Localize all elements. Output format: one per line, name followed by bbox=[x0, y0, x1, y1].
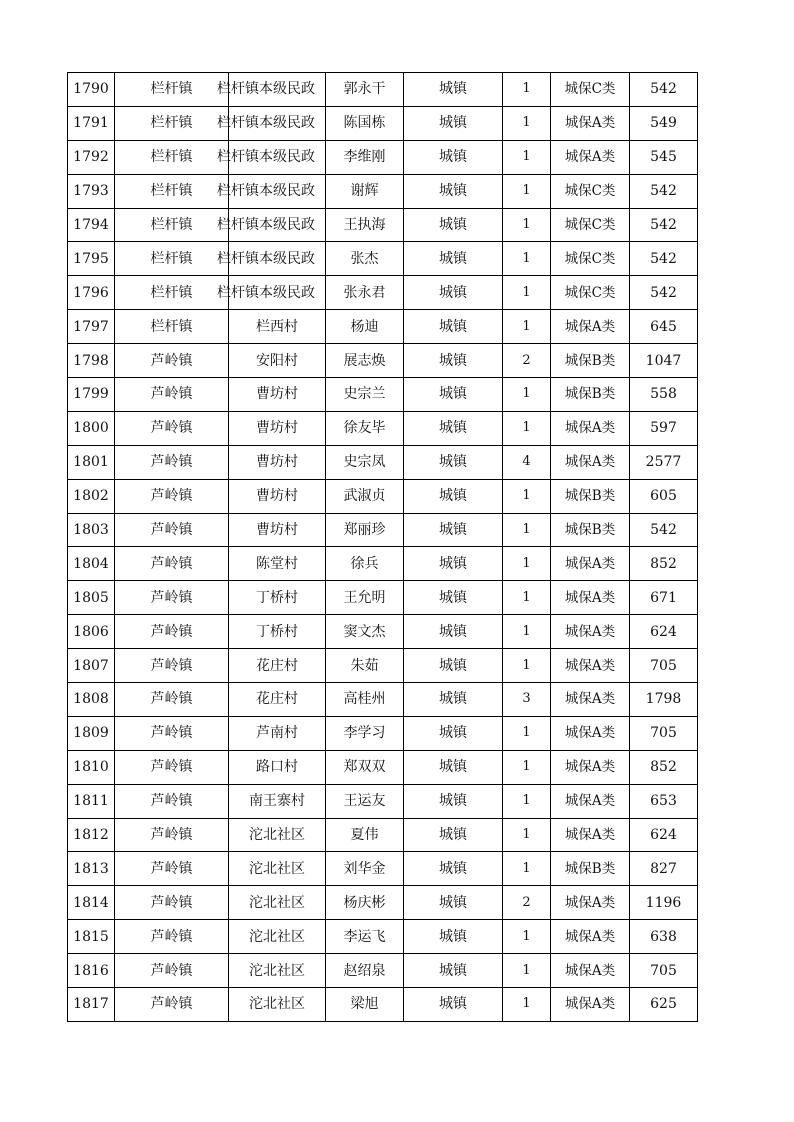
insurance-category-cell: 城保A类 bbox=[551, 954, 630, 988]
area-type-cell: 城镇 bbox=[404, 886, 503, 920]
table-row bbox=[68, 784, 698, 818]
household-count-cell: 2 bbox=[503, 886, 551, 920]
name-cell: 王运友 bbox=[326, 784, 404, 818]
amount-cell: 624 bbox=[630, 615, 698, 649]
area-type-cell: 城镇 bbox=[404, 106, 503, 140]
area-type-cell: 城镇 bbox=[404, 988, 503, 1022]
name-cell: 展志焕 bbox=[326, 344, 404, 378]
serial-number-cell: 1805 bbox=[68, 581, 115, 615]
serial-number-cell: 1809 bbox=[68, 716, 115, 750]
amount-cell: 625 bbox=[630, 988, 698, 1022]
table-row bbox=[68, 344, 698, 378]
town-cell: 芦岭镇 bbox=[115, 920, 229, 954]
insurance-category-cell: 城保B类 bbox=[551, 513, 630, 547]
name-cell: 李运飞 bbox=[326, 920, 404, 954]
town-cell: 栏杆镇 bbox=[115, 242, 229, 276]
town-cell: 芦岭镇 bbox=[115, 581, 229, 615]
household-count-cell: 1 bbox=[503, 208, 551, 242]
insurance-category-cell: 城保A类 bbox=[551, 445, 630, 479]
serial-number-cell: 1807 bbox=[68, 649, 115, 683]
village-cell: 曹坊村 bbox=[229, 479, 326, 513]
amount-cell: 558 bbox=[630, 378, 698, 412]
village-cell: 曹坊村 bbox=[229, 445, 326, 479]
insurance-category-cell: 城保A类 bbox=[551, 106, 630, 140]
village-cell: 栏杆镇本级民政 bbox=[229, 174, 326, 208]
serial-number-cell: 1813 bbox=[68, 852, 115, 886]
village-cell: 栏杆镇本级民政 bbox=[229, 73, 326, 107]
table-row bbox=[68, 378, 698, 412]
amount-cell: 2577 bbox=[630, 445, 698, 479]
village-cell: 安阳村 bbox=[229, 344, 326, 378]
household-count-cell: 1 bbox=[503, 140, 551, 174]
serial-number-cell: 1803 bbox=[68, 513, 115, 547]
insurance-category-cell: 城保A类 bbox=[551, 683, 630, 717]
village-cell: 沱北社区 bbox=[229, 852, 326, 886]
name-cell: 武淑贞 bbox=[326, 479, 404, 513]
household-count-cell: 1 bbox=[503, 920, 551, 954]
name-cell: 陈国栋 bbox=[326, 106, 404, 140]
amount-cell: 827 bbox=[630, 852, 698, 886]
amount-cell: 852 bbox=[630, 750, 698, 784]
amount-cell: 624 bbox=[630, 818, 698, 852]
household-count-cell: 1 bbox=[503, 615, 551, 649]
table-row bbox=[68, 208, 698, 242]
household-count-cell: 3 bbox=[503, 683, 551, 717]
village-cell: 曹坊村 bbox=[229, 378, 326, 412]
household-count-cell: 1 bbox=[503, 818, 551, 852]
village-cell: 沱北社区 bbox=[229, 818, 326, 852]
insurance-category-cell: 城保B类 bbox=[551, 378, 630, 412]
amount-cell: 597 bbox=[630, 411, 698, 445]
table-row bbox=[68, 954, 698, 988]
name-cell: 徐兵 bbox=[326, 547, 404, 581]
town-cell: 栏杆镇 bbox=[115, 310, 229, 344]
area-type-cell: 城镇 bbox=[404, 852, 503, 886]
insurance-category-cell: 城保B类 bbox=[551, 852, 630, 886]
area-type-cell: 城镇 bbox=[404, 73, 503, 107]
town-cell: 芦岭镇 bbox=[115, 479, 229, 513]
amount-cell: 705 bbox=[630, 954, 698, 988]
village-cell: 栏杆镇本级民政 bbox=[229, 242, 326, 276]
insurance-category-cell: 城保A类 bbox=[551, 649, 630, 683]
table-row bbox=[68, 716, 698, 750]
insurance-category-cell: 城保A类 bbox=[551, 886, 630, 920]
serial-number-cell: 1799 bbox=[68, 378, 115, 412]
amount-cell: 545 bbox=[630, 140, 698, 174]
amount-cell: 852 bbox=[630, 547, 698, 581]
table-row bbox=[68, 581, 698, 615]
area-type-cell: 城镇 bbox=[404, 683, 503, 717]
serial-number-cell: 1815 bbox=[68, 920, 115, 954]
household-count-cell: 1 bbox=[503, 479, 551, 513]
village-cell: 沱北社区 bbox=[229, 920, 326, 954]
insurance-category-cell: 城保C类 bbox=[551, 73, 630, 107]
household-count-cell: 1 bbox=[503, 988, 551, 1022]
household-count-cell: 1 bbox=[503, 784, 551, 818]
insurance-category-cell: 城保A类 bbox=[551, 988, 630, 1022]
area-type-cell: 城镇 bbox=[404, 140, 503, 174]
area-type-cell: 城镇 bbox=[404, 445, 503, 479]
household-count-cell: 1 bbox=[503, 310, 551, 344]
table-row bbox=[68, 649, 698, 683]
area-type-cell: 城镇 bbox=[404, 378, 503, 412]
amount-cell: 653 bbox=[630, 784, 698, 818]
insurance-category-cell: 城保A类 bbox=[551, 818, 630, 852]
table-row bbox=[68, 411, 698, 445]
serial-number-cell: 1797 bbox=[68, 310, 115, 344]
name-cell: 李维刚 bbox=[326, 140, 404, 174]
serial-number-cell: 1812 bbox=[68, 818, 115, 852]
insurance-category-cell: 城保C类 bbox=[551, 276, 630, 310]
table-row bbox=[68, 73, 698, 107]
name-cell: 杨庆彬 bbox=[326, 886, 404, 920]
name-cell: 郑丽珍 bbox=[326, 513, 404, 547]
household-count-cell: 1 bbox=[503, 954, 551, 988]
area-type-cell: 城镇 bbox=[404, 615, 503, 649]
household-count-cell: 4 bbox=[503, 445, 551, 479]
area-type-cell: 城镇 bbox=[404, 411, 503, 445]
insurance-category-cell: 城保A类 bbox=[551, 615, 630, 649]
amount-cell: 542 bbox=[630, 208, 698, 242]
table-row bbox=[68, 445, 698, 479]
table-row bbox=[68, 242, 698, 276]
household-count-cell: 1 bbox=[503, 852, 551, 886]
town-cell: 芦岭镇 bbox=[115, 683, 229, 717]
serial-number-cell: 1811 bbox=[68, 784, 115, 818]
insurance-category-cell: 城保A类 bbox=[551, 547, 630, 581]
name-cell: 夏伟 bbox=[326, 818, 404, 852]
village-cell: 栏杆镇本级民政 bbox=[229, 208, 326, 242]
town-cell: 芦岭镇 bbox=[115, 547, 229, 581]
town-cell: 芦岭镇 bbox=[115, 954, 229, 988]
amount-cell: 1196 bbox=[630, 886, 698, 920]
village-cell: 栏杆镇本级民政 bbox=[229, 140, 326, 174]
village-cell: 沱北社区 bbox=[229, 886, 326, 920]
town-cell: 栏杆镇 bbox=[115, 208, 229, 242]
amount-cell: 638 bbox=[630, 920, 698, 954]
village-cell: 沱北社区 bbox=[229, 954, 326, 988]
household-count-cell: 1 bbox=[503, 716, 551, 750]
amount-cell: 671 bbox=[630, 581, 698, 615]
name-cell: 刘华金 bbox=[326, 852, 404, 886]
village-cell: 曹坊村 bbox=[229, 513, 326, 547]
town-cell: 芦岭镇 bbox=[115, 886, 229, 920]
town-cell: 芦岭镇 bbox=[115, 344, 229, 378]
serial-number-cell: 1816 bbox=[68, 954, 115, 988]
area-type-cell: 城镇 bbox=[404, 920, 503, 954]
household-count-cell: 1 bbox=[503, 513, 551, 547]
amount-cell: 542 bbox=[630, 174, 698, 208]
serial-number-cell: 1806 bbox=[68, 615, 115, 649]
village-cell: 丁桥村 bbox=[229, 581, 326, 615]
table-row bbox=[68, 615, 698, 649]
village-cell: 栏杆镇本级民政 bbox=[229, 276, 326, 310]
insurance-category-cell: 城保A类 bbox=[551, 784, 630, 818]
table-row bbox=[68, 852, 698, 886]
serial-number-cell: 1800 bbox=[68, 411, 115, 445]
serial-number-cell: 1804 bbox=[68, 547, 115, 581]
town-cell: 芦岭镇 bbox=[115, 513, 229, 547]
table-row bbox=[68, 547, 698, 581]
name-cell: 史宗凤 bbox=[326, 445, 404, 479]
household-count-cell: 1 bbox=[503, 378, 551, 412]
amount-cell: 549 bbox=[630, 106, 698, 140]
town-cell: 栏杆镇 bbox=[115, 174, 229, 208]
village-cell: 栏西村 bbox=[229, 310, 326, 344]
area-type-cell: 城镇 bbox=[404, 242, 503, 276]
table-row bbox=[68, 479, 698, 513]
name-cell: 谢辉 bbox=[326, 174, 404, 208]
village-cell: 栏杆镇本级民政 bbox=[229, 106, 326, 140]
area-type-cell: 城镇 bbox=[404, 649, 503, 683]
roster-body bbox=[68, 73, 698, 1022]
serial-number-cell: 1794 bbox=[68, 208, 115, 242]
area-type-cell: 城镇 bbox=[404, 581, 503, 615]
table-row bbox=[68, 174, 698, 208]
town-cell: 芦岭镇 bbox=[115, 716, 229, 750]
serial-number-cell: 1798 bbox=[68, 344, 115, 378]
area-type-cell: 城镇 bbox=[404, 174, 503, 208]
area-type-cell: 城镇 bbox=[404, 547, 503, 581]
insurance-category-cell: 城保B类 bbox=[551, 344, 630, 378]
insurance-category-cell: 城保A类 bbox=[551, 920, 630, 954]
name-cell: 郑双双 bbox=[326, 750, 404, 784]
serial-number-cell: 1808 bbox=[68, 683, 115, 717]
area-type-cell: 城镇 bbox=[404, 479, 503, 513]
household-count-cell: 1 bbox=[503, 276, 551, 310]
town-cell: 芦岭镇 bbox=[115, 649, 229, 683]
serial-number-cell: 1793 bbox=[68, 174, 115, 208]
name-cell: 张杰 bbox=[326, 242, 404, 276]
table-row bbox=[68, 106, 698, 140]
insurance-category-cell: 城保A类 bbox=[551, 716, 630, 750]
amount-cell: 542 bbox=[630, 513, 698, 547]
amount-cell: 1047 bbox=[630, 344, 698, 378]
town-cell: 芦岭镇 bbox=[115, 852, 229, 886]
table-row bbox=[68, 140, 698, 174]
area-type-cell: 城镇 bbox=[404, 784, 503, 818]
village-cell: 陈堂村 bbox=[229, 547, 326, 581]
roster-table bbox=[67, 72, 698, 1022]
town-cell: 芦岭镇 bbox=[115, 818, 229, 852]
village-cell: 沱北社区 bbox=[229, 988, 326, 1022]
area-type-cell: 城镇 bbox=[404, 750, 503, 784]
town-cell: 芦岭镇 bbox=[115, 411, 229, 445]
table-row bbox=[68, 683, 698, 717]
amount-cell: 705 bbox=[630, 649, 698, 683]
name-cell: 杨迪 bbox=[326, 310, 404, 344]
area-type-cell: 城镇 bbox=[404, 208, 503, 242]
insurance-category-cell: 城保B类 bbox=[551, 479, 630, 513]
amount-cell: 645 bbox=[630, 310, 698, 344]
area-type-cell: 城镇 bbox=[404, 954, 503, 988]
household-count-cell: 1 bbox=[503, 106, 551, 140]
serial-number-cell: 1817 bbox=[68, 988, 115, 1022]
town-cell: 芦岭镇 bbox=[115, 445, 229, 479]
name-cell: 朱茹 bbox=[326, 649, 404, 683]
name-cell: 李学习 bbox=[326, 716, 404, 750]
serial-number-cell: 1814 bbox=[68, 886, 115, 920]
amount-cell: 542 bbox=[630, 276, 698, 310]
name-cell: 梁旭 bbox=[326, 988, 404, 1022]
area-type-cell: 城镇 bbox=[404, 310, 503, 344]
town-cell: 芦岭镇 bbox=[115, 378, 229, 412]
amount-cell: 542 bbox=[630, 73, 698, 107]
insurance-category-cell: 城保A类 bbox=[551, 310, 630, 344]
table-row bbox=[68, 310, 698, 344]
table-row bbox=[68, 513, 698, 547]
town-cell: 栏杆镇 bbox=[115, 106, 229, 140]
area-type-cell: 城镇 bbox=[404, 818, 503, 852]
insurance-category-cell: 城保C类 bbox=[551, 174, 630, 208]
village-cell: 丁桥村 bbox=[229, 615, 326, 649]
household-count-cell: 1 bbox=[503, 547, 551, 581]
amount-cell: 705 bbox=[630, 716, 698, 750]
table-row bbox=[68, 818, 698, 852]
serial-number-cell: 1802 bbox=[68, 479, 115, 513]
town-cell: 栏杆镇 bbox=[115, 276, 229, 310]
name-cell: 史宗兰 bbox=[326, 378, 404, 412]
serial-number-cell: 1790 bbox=[68, 73, 115, 107]
household-count-cell: 1 bbox=[503, 649, 551, 683]
name-cell: 徐友毕 bbox=[326, 411, 404, 445]
village-cell: 芦南村 bbox=[229, 716, 326, 750]
name-cell: 王执海 bbox=[326, 208, 404, 242]
serial-number-cell: 1791 bbox=[68, 106, 115, 140]
serial-number-cell: 1801 bbox=[68, 445, 115, 479]
area-type-cell: 城镇 bbox=[404, 513, 503, 547]
town-cell: 芦岭镇 bbox=[115, 615, 229, 649]
name-cell: 张永君 bbox=[326, 276, 404, 310]
amount-cell: 542 bbox=[630, 242, 698, 276]
village-cell: 南王寨村 bbox=[229, 784, 326, 818]
household-count-cell: 2 bbox=[503, 344, 551, 378]
household-count-cell: 1 bbox=[503, 242, 551, 276]
area-type-cell: 城镇 bbox=[404, 716, 503, 750]
village-cell: 花庄村 bbox=[229, 649, 326, 683]
serial-number-cell: 1796 bbox=[68, 276, 115, 310]
village-cell: 路口村 bbox=[229, 750, 326, 784]
name-cell: 王允明 bbox=[326, 581, 404, 615]
town-cell: 栏杆镇 bbox=[115, 73, 229, 107]
name-cell: 窦文杰 bbox=[326, 615, 404, 649]
name-cell: 郭永干 bbox=[326, 73, 404, 107]
table-row bbox=[68, 920, 698, 954]
household-count-cell: 1 bbox=[503, 750, 551, 784]
serial-number-cell: 1795 bbox=[68, 242, 115, 276]
area-type-cell: 城镇 bbox=[404, 344, 503, 378]
insurance-category-cell: 城保C类 bbox=[551, 208, 630, 242]
name-cell: 高桂州 bbox=[326, 683, 404, 717]
table-row bbox=[68, 276, 698, 310]
serial-number-cell: 1792 bbox=[68, 140, 115, 174]
household-count-cell: 1 bbox=[503, 174, 551, 208]
town-cell: 芦岭镇 bbox=[115, 784, 229, 818]
insurance-category-cell: 城保A类 bbox=[551, 411, 630, 445]
town-cell: 栏杆镇 bbox=[115, 140, 229, 174]
insurance-category-cell: 城保A类 bbox=[551, 750, 630, 784]
village-cell: 花庄村 bbox=[229, 683, 326, 717]
serial-number-cell: 1810 bbox=[68, 750, 115, 784]
name-cell: 赵绍泉 bbox=[326, 954, 404, 988]
household-count-cell: 1 bbox=[503, 581, 551, 615]
amount-cell: 605 bbox=[630, 479, 698, 513]
town-cell: 芦岭镇 bbox=[115, 750, 229, 784]
table-row bbox=[68, 988, 698, 1022]
amount-cell: 1798 bbox=[630, 683, 698, 717]
area-type-cell: 城镇 bbox=[404, 276, 503, 310]
insurance-category-cell: 城保A类 bbox=[551, 581, 630, 615]
insurance-category-cell: 城保A类 bbox=[551, 140, 630, 174]
household-count-cell: 1 bbox=[503, 73, 551, 107]
household-count-cell: 1 bbox=[503, 411, 551, 445]
village-cell: 曹坊村 bbox=[229, 411, 326, 445]
insurance-category-cell: 城保C类 bbox=[551, 242, 630, 276]
town-cell: 芦岭镇 bbox=[115, 988, 229, 1022]
table-row bbox=[68, 886, 698, 920]
table-row bbox=[68, 750, 698, 784]
